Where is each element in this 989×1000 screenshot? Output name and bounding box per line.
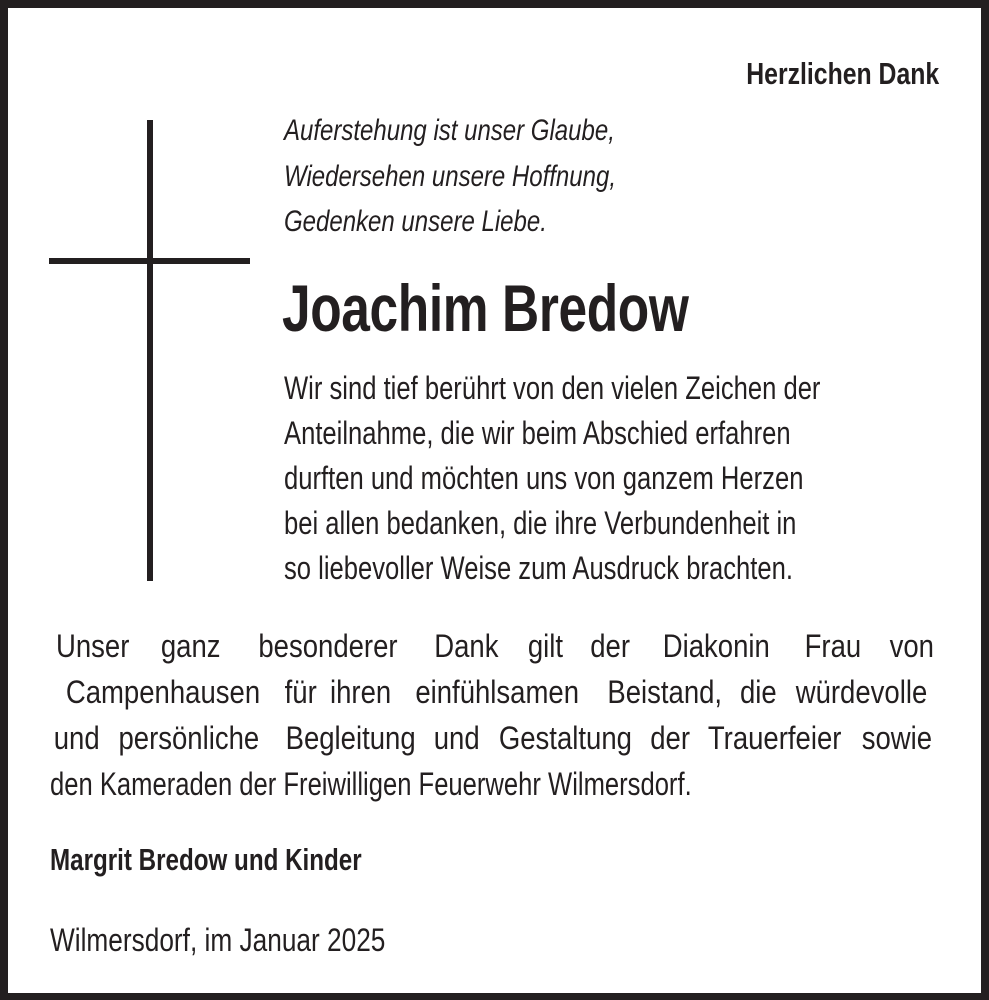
thanks-line-4: bei allen bedanken, die ihre Verbundenheit in bbox=[284, 505, 797, 541]
obituary-notice bbox=[8, 8, 981, 993]
quote-line-2: Wiedersehen unsere Hoffnung, bbox=[284, 160, 616, 193]
cross-icon-horizontal-bar bbox=[49, 258, 250, 264]
thanks-line-1: Wir sind tief berührt von den vielen Zeichen der bbox=[284, 370, 821, 406]
special-thanks-line-1: Unser ganz besonderer Dank gilt der Diakonin Frau von bbox=[55, 628, 935, 664]
thanks-line-2: Anteilnahme, die wir beim Abschied erfahren bbox=[284, 415, 791, 451]
thanks-line-3: durften und möchten uns von ganzem Herzen bbox=[284, 460, 804, 496]
signature: Margrit Bredow und Kinder bbox=[50, 842, 362, 877]
cross-icon-vertical-bar bbox=[147, 120, 153, 581]
thanks-line-5: so liebevoller Weise zum Ausdruck brachten. bbox=[284, 550, 793, 586]
special-thanks-line-3: und persönliche Begleitung und Gestaltung der Trauerfeier sowie bbox=[53, 720, 933, 756]
special-thanks-line-2: Campenhausen für ihren einfühlsamen Beistand, die würdevolle bbox=[65, 674, 928, 710]
quote-line-1: Auferstehung ist unser Glaube, bbox=[284, 114, 615, 147]
quote-line-3: Gedenken unsere Liebe. bbox=[284, 205, 547, 238]
deceased-name: Joachim Bredow bbox=[282, 271, 689, 345]
notice-header: Herzlichen Dank bbox=[746, 56, 939, 91]
special-thanks-line-4: den Kameraden der Freiwilligen Feuerwehr Wilmersdorf. bbox=[50, 766, 692, 802]
place-date: Wilmersdorf, im Januar 2025 bbox=[50, 922, 386, 958]
